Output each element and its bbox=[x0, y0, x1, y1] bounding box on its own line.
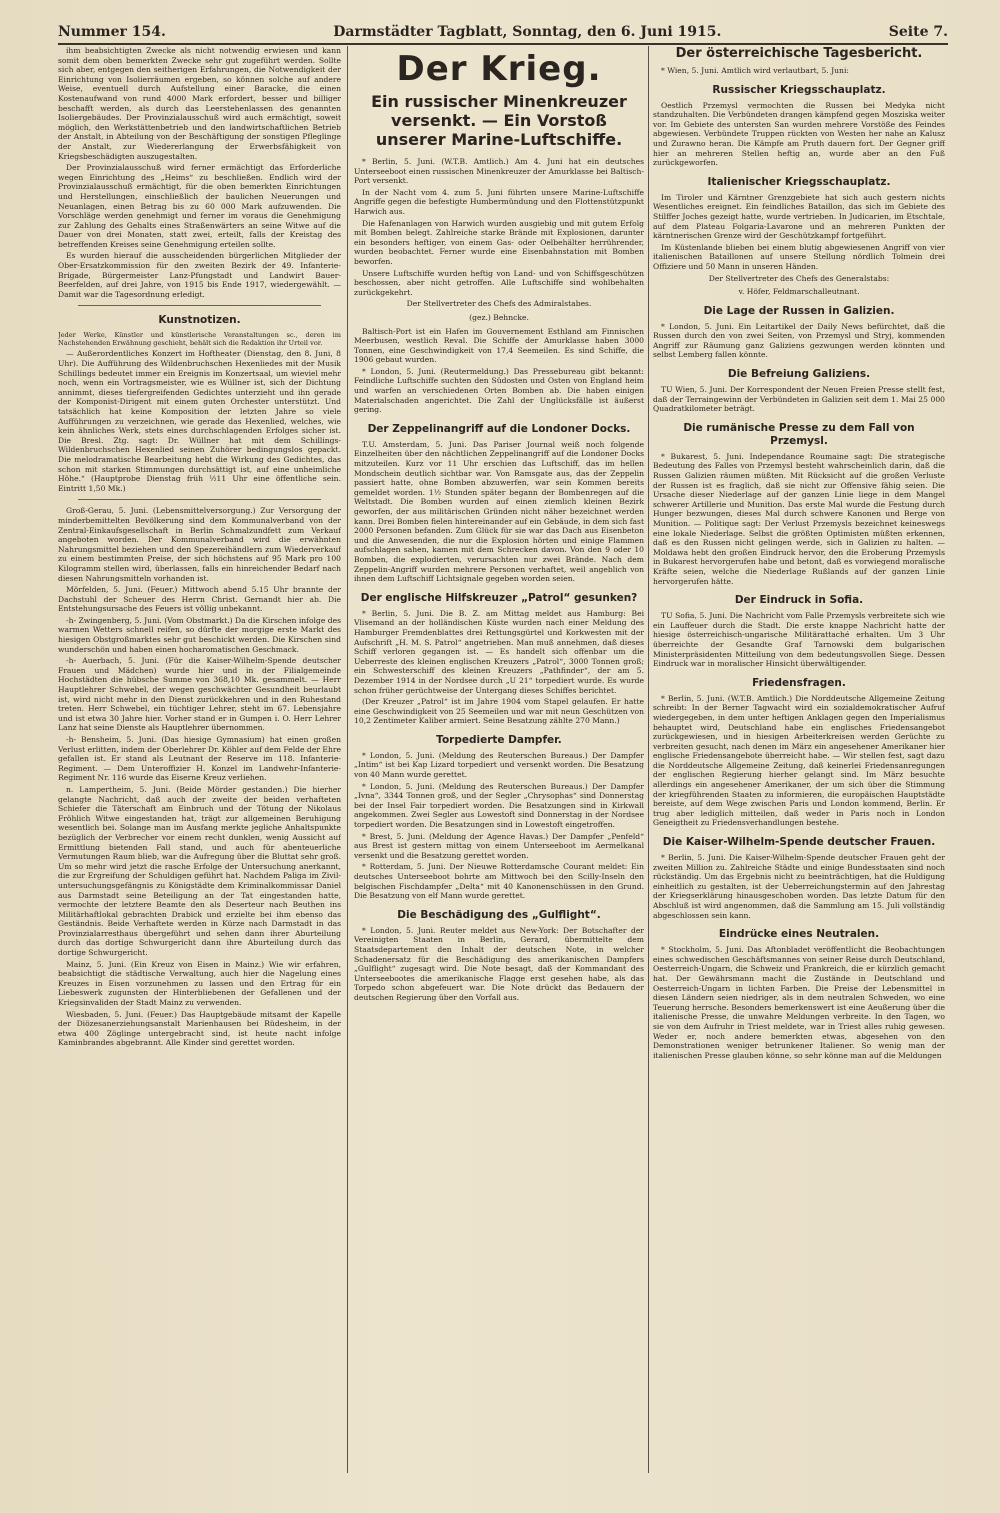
article-paragraph: Es wurden hierauf die ausscheidenden bürgerlichen Mitglieder der Ober-Ersatzkommission für den zweiten Bezirk der 49. Infanterie-Brigade, Bürgermeister Lanz-Pfungstadt und Landwirt Bauer-Beerfelden, auf drei Jahre, von 1915 bis Ende 1917, wiedergewählt. — Damit war die Tagesordnung erledigt. bbox=[58, 251, 341, 299]
section-divider bbox=[78, 305, 321, 306]
section-heading-italian-front: Italienischer Kriegsschauplatz. bbox=[707, 175, 891, 188]
main-title: Der Krieg. bbox=[396, 49, 602, 89]
section-heading-russian-front: Russischer Kriegsschauplatz. bbox=[712, 83, 886, 96]
local-news-item: Wiesbaden, 5. Juni. (Feuer.) Das Hauptgebäude mitsamt der Kapelle der Diözesanerziehungsanstalt Marienhausen bei Rüdesheim, in der etwa 400 Zöglinge untergebracht sind, ist heute nacht infolge Kaminbrandes abgebrannt. Alle Kinder sind gerettet worden. bbox=[58, 1009, 341, 1048]
article-paragraph: Unsere Luftschiffe wurden heftig von Land- und von Schiffsgeschützen beschossen, aber nicht getroffen. Alle Luftschiffe sind wohlbehalten zurückgekehrt. bbox=[354, 268, 644, 297]
article-paragraph: In der Nacht vom 4. zum 5. Juni führten unsere Marine-Luftschiffe Angriffe gegen die befestigte Humbermündung und den Flottenstützpunkt Harwich aus. bbox=[354, 187, 644, 216]
issue-number: Nummer 154. bbox=[58, 24, 166, 40]
main-headline: Ein russischer Minenkreuzer versenkt. — Ein Vorstoß unserer Marine-Luftschiffe. bbox=[371, 92, 627, 149]
section-heading-peace: Friedensfragen. bbox=[752, 676, 846, 689]
article-paragraph: ihm beabsichtigten Zwecke als nicht notwendig erwiesen und kann somit dem oben bemerkten Zwecke sehr gut zugeführt werden. Sollte sich aber, entgegen den seitherigen Erfahrungen, die Notwendigkeit der Einrichtung von Isolierräumen ergeben, so können solche auf andere Weise, eventuell durch Aufstellung einer Baracke, die einen Kostenaufwand von rund 4000 Mark erfordert, besser und billiger beschafft werden, als durch das Leerstehenlassen des genannten Isoliergebäudes. Der Provinzialausschuß wird auch ermächtigt, soweit möglich, den Werkstättenbetrieb und den landwirtschaftlichen Betrieb der Anstalt, in Abteilung von der Beschäftigung der sonstigen Pfleglinge der Anstalt, zur Wiedererlangung der Erwerbsfähigkeit von Kriegsbeschädigten auszugestalten. bbox=[58, 46, 341, 161]
article-lead: * Wien, 5. Juni. Amtlich wird verlautbart, 5. Juni: bbox=[661, 66, 849, 75]
article-paragraph: * London, 5. Juni. (Meldung des Reuterschen Bureaus.) Der Dampfer „Intim“ ist bei Kap Lizard torpediert und versenkt worden. Die Besatzung von 40 Mann wurde gerettet. bbox=[354, 750, 644, 780]
signature-line: Der Stellvertreter des Chefs des Generalstabs: bbox=[708, 273, 890, 283]
local-news-item: n. Lampertheim, 5. Juni. (Beide Mörder gestanden.) Die hierher gelangte Nachricht, daß auch der zweite der beiden verhafteten Schiefer die Täterschaft am Einbruch und der Tötung der Nikolaus Fröhlich Witwe eingestanden hat, trägt zur allgemeinen Beruhigung wesentlich bei. Solange man im Ausfang merkte jegliche Anhaltspunkte bezüglich der Verbrecher vor einem recht dunklen, wenig Aussicht auf Ermittlung bietenden Fall stand, und auch für abenteuerliche Vermutungen Raum blieb, war die Aufregung über die Bluttat sehr groß. Um so mehr wird jetzt die rasche Erfolge der Untersuchung anerkannt, die zur Ergreifung der Schuldigen geführt hat. Nachdem Paliga im Zivil-untersuchungsgefängnis zu Königstädte dem Kriminalkommissar Daniel aus Darmstadt seine Beteiligung an der Tat eingestanden hatte, vermochte der letztere Beamte den als Deserteur nach Beuthen ins Militärhaftlokal gebrachten Drabick und erzielte bei ihm ebenso das Geständnis. Beide Verhaftete werden in Kürze nach Darmstadt in das Provinzialarresthaus übergeführt und sehen dann ihrer Aburteilung durch das dortige Schwurgericht dann ihre Aburteilung durch das dortige Schwurgericht. bbox=[58, 784, 341, 958]
article-paragraph: T.U. Amsterdam, 5. Juni. Das Pariser Journal weiß noch folgende Einzelheiten über den nächtlichen Zeppelinangriff auf die Londoner Docks mitzuteilen. Kurz vor 11 Uhr erschien das Luftschiff, das im hellen Mondschein deutlich sichtbar war. Von Ramsgate aus, das der Zeppelin passiert hatte, ohne Bomben abzuwerfen, war sein Kommen bereits gemeldet worden. 1½ Stunden später begann der Bombenregen auf die Weltstadt. Die Bomben wurden auf einen ziemlich kleinen Bezirk geworfen, der aus militärischen Gründen nicht näher bezeichnet werden kann. Drei Bomben fielen hintereinander auf ein Gebäude, in dem sich fast 2000 Personen befanden. Zum Glück für sie war das Dach aus Eisenbeton und die Anwesenden, die nur die Explosion hörten und einige Flammen aufschlagen sahen, kamen mit dem Schrecken davon. Von den 9 oder 10 Bomben, die explodierten, verursachten nur zwei Brände. Nach dem Zeppelin-Angriff wurden mehrere Personen verhaftet, weil angeblich von ihnen dem Luftschiff Lichtsignale gegeben worden seien. bbox=[354, 439, 644, 584]
article-paragraph: Im Küstenlande blieben bei einem blutig abgewiesenen Angriff von vier italienischen Bataillonen auf unsere Stellung nördlich Tolmein drei Offiziere und 50 Mann in unseren Händen. bbox=[653, 242, 945, 271]
signature-name: (gez.) Behncke. bbox=[469, 312, 529, 322]
column-rule-1 bbox=[347, 46, 348, 1473]
section-heading-patrol: Der englische Hilfskreuzer „Patrol“ gesunken? bbox=[360, 591, 638, 604]
article-paragraph: * London, 5. Juni. (Meldung des Reuterschen Bureaus.) Der Dampfer „Ivna“, 3344 Tonnen groß, und der Segler „Chrysophas“ sind Donnerstag bei der Insel Fair torpediert worden. Die Besatzungen sind in Kirkwall angekommen. Zwei Segler aus Lowestoft sind Donnerstag in der Nordsee torpediert worden. Die Besatzungen sind in Lowestoft eingetroffen. bbox=[354, 781, 644, 830]
article-paragraph: * Rotterdam, 5. Juni. Der Nieuwe Rotterdamsche Courant meldet: Ein deutsches Unterseeboot bohrte am Mittwoch bei den Scilly-Inseln den belgischen Fischdampfer „Delta“ mit 40 Kanonenschüssen in den Grund. Die Besatzung von elf Mann wurde gerettet. bbox=[354, 862, 644, 901]
local-news-item: Groß-Gerau, 5. Juni. (Lebensmittelversorgung.) Zur Versorgung der minderbemittelten Bevölkerung sind dem Kommunalverband von der Zentral-Einkaufsgesellschaft in Berlin Schmalzundfett zum Verkauf angeboten worden. Der Kommunalverband wird die erwähnten Nahrungsmittel beziehen und den Spezereihändlern zum Wiederverkauf zu einem bestimmten Preise, der sich höchstens auf 95 Mark pro 100 Kilogramm stellen wird, überlassen, falls ein hinreichender Bedarf nach diesen Nahrungsmitteln vorhanden ist. bbox=[58, 506, 341, 583]
local-news-item: -h- Zwingenberg, 5. Juni. (Vom Obstmarkt.) Da die Kirschen infolge des warmen Wetters schnell reifen, so dürfte der morgige erste Markt des hiesigen Obstgroßmarktes sehr gut beschickt werden. Die Kirschen sind wunderschön und haben einen hocharomatischen Geschmack. bbox=[58, 615, 341, 654]
article-paragraph: * Berlin, 5. Juni. (W.T.B. Amtlich.) Die Norddeutsche Allgemeine Zeitung schreibt: In der Berner Tagwacht wird ein sozialdemokratischer Aufruf wiedergegeben, in dem unter heftigen Anklagen gegen den Imperialismus behauptet wird, Deutschland habe ein englisches Friedensangebot zurückgewiesen, und in hiesigen Arbeiterkreisen werden Gerüchte zu verbreiten gesucht, nach denen im März ein angesehener Amerikaner hier englische Friedensangebote überreicht habe. — Wir stellen fest, sagt dazu die Norddeutsche Allgemeine Zeitung, daß keinerlei Friedensanregungen der englischen Regierung hierher gelangt sind. Im März besuchte allerdings ein angesehener Amerikaner, der um sich über die Stimmung der kriegführenden Staaten zu informieren, die europäischen Hauptstädte bereiste, auf dem Wege zwischen Paris und London kommend, Berlin. Er trug aber lediglich mitteilen, daß weder in Paris noch in London Geneigtheit zu Friedensverhandlungen bestehe. bbox=[653, 693, 945, 828]
section-heading-galicia: Die Lage der Russen in Galizien. bbox=[703, 304, 895, 317]
page-number: Seite 7. bbox=[888, 24, 948, 40]
section-heading-neutral: Eindrücke eines Neutralen. bbox=[718, 928, 880, 941]
article-paragraph: * Berlin, 5. Juni. Die B. Z. am Mittag meldet aus Hamburg: Bei Vlisemand an der holländischen Küste wurden nach einer Meldung des Hamburger Fremdenblattes drei Rettungsgürtel und Korkwesten mit der Aufschrift „H. M. S. Patrol“ angetrieben. Man muß annehmen, daß dieses Schiff verloren gegangen ist. — Es handelt sich offenbar um die Ueberreste des kleinen englischen Kreuzers „Patrol“, 3000 Tonnen groß; ein Schwesterschiff des kleinen Kreuzers „Pathfinder“, der am 5. Dezember 1914 in der Nordsee durch „U 21“ torpediert wurde. Es wurde schon früher gerüchtweise der Untergang dieses Schiffes berichtet. bbox=[354, 608, 644, 695]
article-paragraph: Oestlich Przemysl vermochten die Russen bei Medyka nicht standzuhalten. Die Verbündeten drangen kämpfend gegen Mosziska weiter vor. Im Gebiete des untersten San wurden mehrere Vorstöße des Feindes abgewiesen. Verbündete Truppen rückten von Westen her nahe an Kalusz und Zurawno heran. Die Kämpfe am Pruth dauern fort. Der Gegner griff hier an mehreren Stellen heftig an, wurde aber an den Fuß zurückgeworfen. bbox=[653, 100, 945, 168]
article-paragraph: * Stockholm, 5. Juni. Das Aftonbladet veröffentlicht die Beobachtungen eines schwedischen Geschäftsmannes von seiner Reise durch Deutschland, Oesterreich-Ungarn, die Schweiz und Frankreich, die er kürzlich gemacht hat. Der Gewährsmann macht die Zustände in Deutschland und Oesterreich-Ungarn in lichten Farben. Die Preise der Lebensmittel in diesen Ländern seien niedriger, als in dem neutralen Schweden, wo eine Teuerung herrsche. Besonders bemerkenswert ist eine Aeußerung über die italienische Presse, die unwahre Meldungen verbreite. In den Tagen, wo sie von dem Aufruhr in Triest meldete, war in Triest alles ruhig gewesen. Weder er, noch andere bemerkten etwas, abgesehen von den Demonstrationen weniger betrunkener Italiener. So wenig man der italienischen Presse glauben könne, so sehr könne man auf die Meldungen bbox=[653, 945, 945, 1060]
article-paragraph: * London, 5. Juni. Ein Leitartikel der Daily News befürchtet, daß die Russen durch den von zwei Seiten, von Przemysl und Stryj, kommenden Angriff zur Räumung ganz Galiziens gezwungen werden könnten und selbst Lemberg fallen könnte. bbox=[653, 321, 945, 360]
editorial-note: Jeder Werke, Künstler und künstlerische Veranstaltungen sc., deren im Nachstehenden Erwähnung geschieht, behält sich die Redaktion ihr Urteil vor. bbox=[58, 331, 341, 348]
page-header bbox=[58, 14, 948, 45]
section-heading-sofia: Der Eindruck in Sofia. bbox=[734, 594, 864, 607]
article-paragraph: * Bukarest, 5. Juni. Independance Roumaine sagt: Die strategische Bedeutung des Falles von Przemysl besteht wahrscheinlich darin, daß die Russen Galizien räumen müßten. Mit Rücksicht auf die großen Verluste der Russen ist es fraglich, daß sie nicht zur Offensive fähig seien. Die Ursache dieser Niederlage auf der ganzen Linie liege in dem Mangel schwerer Artillerie und Munition. Das erste Mal wurde die Festung durch Hunger bezwungen, dieses Mal durch schwere Kanonen und Berge von Munition. — Politique sagt: Der Verlust Przemysls bezeichnet keineswegs eine lokale Niederlage. Selbst die größten Optimisten müßten erkennen, daß es den Russen nicht gelingen werde, sich in Galizien zu halten. — Moldawa hebt den großen Eindruck hervor, den die Eroberung Przemysls in Bukarest hervorgerufen habe und betont, daß es vorwiegend moralische Kräfte seien, welche die Niederlage Rußlands auf der ganzen Linie hervorgerufen hätte. bbox=[653, 451, 945, 586]
signature-line: Der Stellvertreter des Chefs des Admiralstabes. bbox=[406, 299, 592, 309]
column-right bbox=[653, 46, 945, 1473]
column-rule-2 bbox=[648, 46, 649, 1473]
section-heading-dampfer: Torpedierte Dampfer. bbox=[436, 733, 562, 746]
signature-name: v. Höfer, Feldmarschalleutnant. bbox=[738, 287, 860, 297]
section-heading-kunstnotizen: Kunstnotizen. bbox=[158, 314, 241, 327]
local-news-item: -h- Auerbach, 5. Juni. (Für die Kaiser-Wilhelm-Spende deutscher Frauen und Mädchen) wurde hier und in der Filialgemeinde Hochstädten die hübsche Summe von 368,10 Mk. gesammelt. — Herr Hauptlehrer Schwebel, der wegen geschwächter Gesundheit beurlaubt ist, wird nicht mehr in den Dienst zurückkehren und in den Ruhestand treten. Herr Schwebel, ein tüchtiger Lehrer, steht im 67. Lebensjahre und ist etwa 30 Jahre hier. Vorher stand er in Gumpen i. O. Herr Lehrer Lanz hat seine Dienste als Hauptlehrer übernommen. bbox=[58, 656, 341, 733]
section-heading-gulflight: Die Beschädigung des „Gulflight“. bbox=[397, 908, 601, 921]
local-news-item: Mörfelden, 5. Juni. (Feuer.) Mittwoch abend 5.15 Uhr brannte der Dachstuhl der Scheuer des Herrn Christ. Gernandt hier ab. Die Entstehungsursache des Feuers ist völlig unbekannt. bbox=[58, 585, 341, 614]
section-divider bbox=[78, 499, 321, 500]
section-heading-romanian-press: Die rumänische Presse zu dem Fall von Przemysl. bbox=[683, 421, 915, 447]
article-paragraph: TU Wien, 5. Juni. Der Korrespondent der Neuen Freien Presse stellt fest, daß der Terraingewinn der Verbündeten in Galizien seit dem 1. Mai 25 000 Quadratkilometer beträgt. bbox=[653, 385, 945, 414]
article-paragraph: * London, 5. Juni. (Reutermeldung.) Das Pressebureau gibt bekannt: Feindliche Luftschiffe suchten den Südosten und Osten von England heim und warfen an verschiedenen Orten Bomben ab. Die haben einigen Materialschaden angerichtet. Die Zahl der Unglücksfälle ist äußerst gering. bbox=[354, 366, 644, 415]
article-paragraph: Baltisch-Port ist ein Hafen im Gouvernement Esthland am Finnischen Meerbusen, westlich Reval. Die Schiffe der Amurklasse haben 3000 Tonnen, eine Geschwindigkeit von 17,4 Seemeilen. Es sind Schiffe, die 1906 gebaut wurden. bbox=[354, 326, 644, 365]
column-left bbox=[58, 46, 341, 1473]
article-paragraph: (Der Kreuzer „Patrol“ ist im Jahre 1904 vom Stapel gelaufen. Er hatte eine Geschwindigkeit von 25 Seemeilen und war mit neun Geschützen von 10,2 Zentimeter Kaliber armiert. Seine Besatzung zählte 270 Mann.) bbox=[354, 697, 644, 726]
article-paragraph: * Berlin, 5. Juni. (W.T.B. Amtlich.) Am 4. Juni hat ein deutsches Unterseeboot einen russischen Minenkreuzer der Amurklasse bei Baltisch-Port versenkt. bbox=[354, 157, 644, 186]
section-title-austrian-report: Der österreichische Tagesbericht. bbox=[675, 46, 923, 61]
newspaper-dateline: Darmstädter Tagblatt, Sonntag, den 6. Juni 1915. bbox=[333, 24, 722, 40]
section-heading-donation: Die Kaiser-Wilhelm-Spende deutscher Frauen. bbox=[662, 836, 936, 849]
article-paragraph: Der Provinzialausschuß wird ferner ermächtigt das Erforderliche wegen Einrichtung des „Heims“ zu beschließen. Endlich wird der Provinzialausschuß ermächtigt, für die oben bemerkten Einrichtungen und Herstellungen, einschließlich der baulichen Neuerungen und Neuanlagen, einen Betrag bis zu 60 000 Mark aufzuwenden. Die Vorschläge werden genehmigt und ferner im voraus die Genehmigung zur Zahlung des Gehalts eines Straßenwärters an seine Witwe auf die Dauer von drei Monaten, statt zwei, erteilt, falls der Kreistag des betreffenden Kreises seine Genehmigung erteilen sollte. bbox=[58, 163, 341, 249]
article-paragraph: TU Sofia, 5. Juni. Die Nachricht vom Falle Przemysls verbreitete sich wie ein Lauffeuer durch die Stadt. Die erste knappe Nachricht hatte der hiesige österreichisch-ungarische Militärattaché erhalten. Um 3 Uhr überreichte der Gesandte Graf Tarnowski dem bulgarischen Ministerpräsidenten Mitteilung von dem bedeutungsvollen Siege. Dessen Eindruck war in moralischer Hinsicht überwältigender. bbox=[653, 611, 945, 669]
article-paragraph: Im Tiroler und Kärntner Grenzgebiete hat sich auch gestern nichts Wesentliches ereignet. Ein feindliches Bataillon, das sich im Gebiete des Stilffer Joches gezeigt hatte, wurde vertrieben. In Judicarien, im Etschtale, auf dem Plateau Folgaria-Lavarone und an mehreren Punkten der kärntnerischen Grenze wird der Geschützkampf fortgeführt. bbox=[653, 192, 945, 241]
section-heading-liberation: Die Befreiung Galiziens. bbox=[727, 368, 871, 381]
article-paragraph: Die Hafenanlagen von Harwich wurden ausgiebig und mit gutem Erfolg mit Bomben belegt. Zahlreiche starke Brände mit Explosionen, darunter ein besonders heftiger, von einem Gas- oder Oelbehälter herrührender, wurden beobachtet. Ferner wurde eine Eisenbahnstation mit Bomben beworfen. bbox=[354, 218, 644, 266]
article-paragraph: — Außerordentliches Konzert im Hoftheater (Dienstag, den 8. Juni, 8 Uhr). Die Aufführung des Wildenbruchschen Hexenliedes mit der Musik Schillings bedeutet immer ein Ereignis im Konzertsaal, um wieviel mehr noch, wenn ein Vortragsmeister, wie es Wüllner ist, sich der Dichtung annimmt, dieses tiefergreifenden Gedichtes unterzieht und ihn gerade der Komponist-Dirigent mit einem guten Orchester unterstützt. Und tatsächlich hat keine Komposition der letzten Jahre so viele Aufführungen zu verzeichnen, wie gerade das Hexenlied, welches, wie kein ähnliches Werk, stets eines durchschlagenden Erfolges sicher ist. Die Bresl. Ztg. sagt: Dr. Wüllner hat mit dem Schillings-Wildenbruchschen Hexenlied seinen Zuhörer bedingungslos gepackt. Die melodramatische Bearbeitung hebt die Wirkung des Gedichtes, das schon mit starken Stimmungen durchsättigt ist, auf eine unheimliche Höhe.“ (Hauptprobe Dienstag früh ½11 Uhr eine öffentliche sein. Eintritt 1,50 Mk.) bbox=[58, 349, 341, 493]
section-heading-zeppelin: Der Zeppelinangriff auf die Londoner Docks. bbox=[367, 422, 631, 435]
article-paragraph: * London, 5. Juni. Reuter meldet aus New-York: Der Botschafter der Vereinigten Staaten in Berlin, Gerard, übermittelte dem Staatsdepartement den Inhalt der deutschen Note, in welcher Schadenersatz für die Beschädigung des amerikanischen Dampfers „Gulflight“ zugesagt wird. Die Note besagt, daß der Kommandant des Unterseebootes die amerikanische Flagge erst gesehen habe, als das Torpedo schon abgefeuert war. Die Note drückt das Bedauern der deutschen Regierung über den Vorfall aus. bbox=[354, 925, 644, 1002]
column-middle bbox=[354, 46, 644, 1473]
local-news-item: -h- Bensheim, 5. Juni. (Das hiesige Gymnasium) hat einen großen Verlust erlitten, indem der Oberlehrer Dr. Köhler auf dem Felde der Ehre gefallen ist. Er stand als Leutnant der Reserve im 118. Infanterie-Regiment. — Dem Unteroffizier H. Konzel im Landwehr-Infanterie-Regiment Nr. 116 wurde das Eiserne Kreuz verliehen. bbox=[58, 735, 341, 783]
article-paragraph: * Berlin, 5. Juni. Die Kaiser-Wilhelm-Spende deutscher Frauen geht der zweiten Million zu. Zahlreiche Städte und einige Bundesstaaten sind noch rückständig. Um das Ergebnis nicht zu beeinträchtigen, hat die Huldigung einheitlich zu gestalten, ist der Ueberreichungstermin auf den Jahrestag der Kriegserklärung hinausgeschoben worden. Das letzte Datum für den Abschluß ist wird angenommen, daß die Sammlung am 15. Juli vollständig abgeschlossen sein kann. bbox=[653, 853, 945, 920]
local-news-item: Mainz, 5. Juni. (Ein Kreuz von Eisen in Mainz.) Wie wir erfahren, beabsichtigt die städtische Verwaltung, auch hier die Nagelung eines Kreuzes in Eisen vorzunehmen zu lassen und den Ertrag für ein Liebeswerk zugunsten der Hinterbliebenen der Gefallenen und der Kriegsinvaliden der Stadt Mainz zu verwenden. bbox=[58, 959, 341, 1008]
article-paragraph: * Brest, 5. Juni. (Meldung der Agence Havas.) Der Dampfer „Penfeld“ aus Brest ist gestern mittag von einem Unterseeboot im Aermelkanal versenkt und die Besatzung gerettet worden. bbox=[354, 831, 644, 860]
